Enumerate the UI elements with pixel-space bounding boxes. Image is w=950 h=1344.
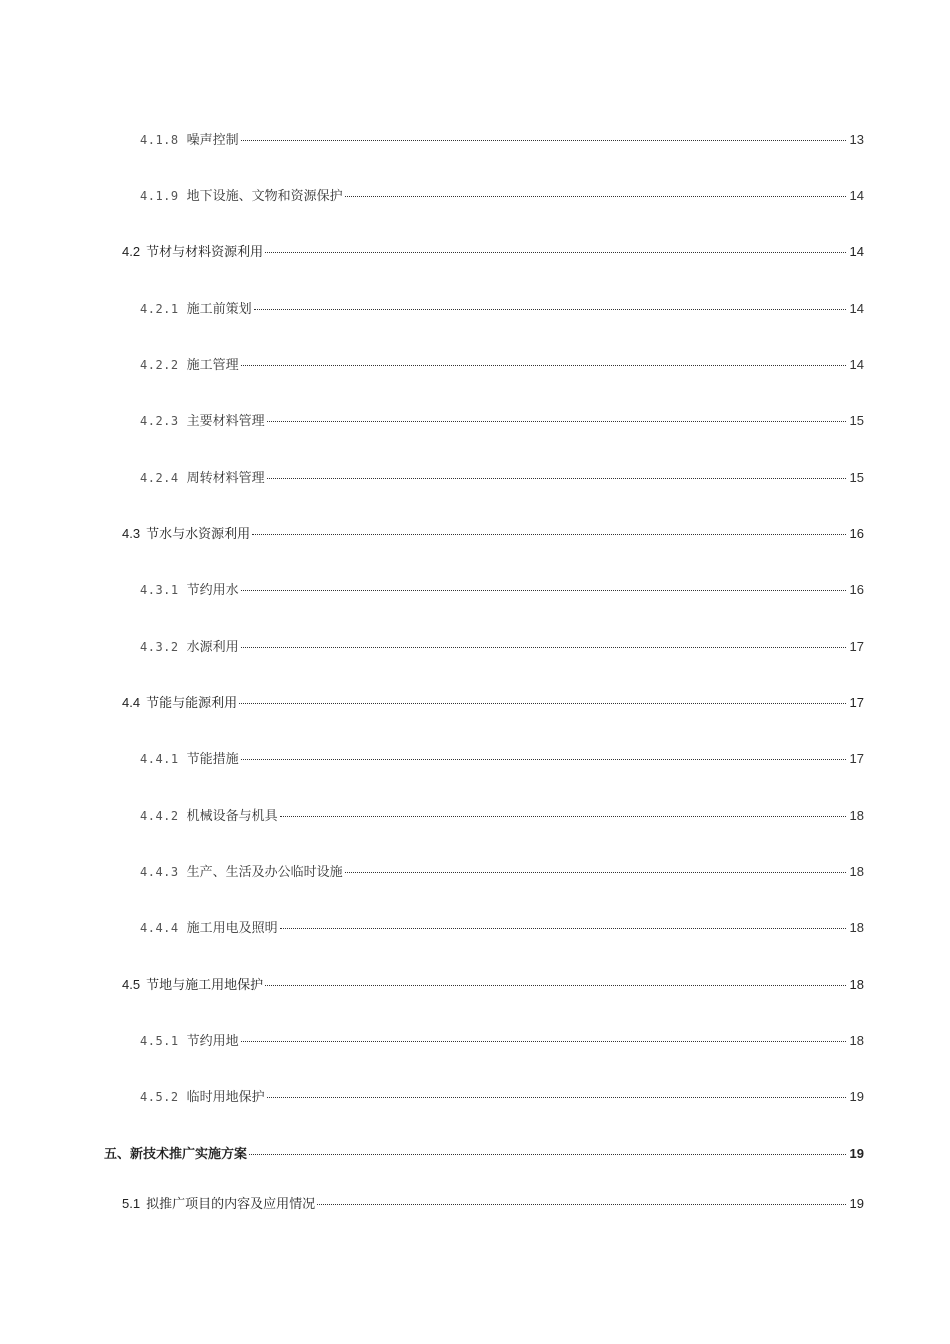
toc-entry-page: 14 <box>849 301 864 316</box>
toc-entry[interactable] <box>122 243 864 262</box>
toc-entry-page: 17 <box>849 695 864 710</box>
dot-leader <box>249 1154 846 1155</box>
toc-entry-number: 4.5.2 <box>140 1090 179 1104</box>
dot-leader <box>241 365 846 366</box>
dot-leader <box>267 421 846 422</box>
toc-entry-page: 15 <box>849 413 864 428</box>
dot-leader <box>280 928 846 929</box>
toc-entry-page: 18 <box>849 920 864 935</box>
dot-leader <box>241 590 846 591</box>
toc-entry[interactable] <box>122 976 864 995</box>
toc-entry-number: 4.4.2 <box>140 809 179 823</box>
toc-entry-page: 18 <box>849 977 864 992</box>
toc-entry-title: 施工前策划 <box>186 302 252 317</box>
toc-entry-page: 14 <box>849 188 864 203</box>
toc-entry-page: 18 <box>849 808 864 823</box>
toc-entry-title: 地下设施、文物和资源保护 <box>186 189 343 204</box>
dot-leader <box>280 816 846 817</box>
toc-entry-page: 14 <box>849 357 864 372</box>
dot-leader <box>265 252 846 253</box>
toc-entry[interactable] <box>140 750 864 769</box>
toc-entry-title: 节约用水 <box>186 583 239 598</box>
toc-entry-title: 水源利用 <box>186 640 239 655</box>
toc-entry[interactable] <box>140 187 864 206</box>
dot-leader <box>345 872 846 873</box>
dot-leader <box>265 985 846 986</box>
toc-entry-page: 16 <box>849 526 864 541</box>
toc-entry-title: 拟推广项目的内容及应用情况 <box>146 1197 316 1212</box>
toc-entry[interactable] <box>122 694 864 713</box>
toc-entry-number: 4.4 <box>122 695 141 710</box>
toc-entry[interactable] <box>122 1195 864 1214</box>
toc-entry-page: 18 <box>849 864 864 879</box>
dot-leader <box>241 647 846 648</box>
toc-entry-number: 4.3 <box>122 526 141 541</box>
toc-entry-number: 4.1.8 <box>140 133 179 147</box>
toc-entry-page: 14 <box>849 244 864 259</box>
toc-entry-number: 5.1 <box>122 1196 141 1211</box>
toc-entry-page: 15 <box>849 470 864 485</box>
toc-entry-title: 机械设备与机具 <box>186 809 278 824</box>
toc-entry-number: 4.2.1 <box>140 302 179 316</box>
toc-entry-title: 节材与材料资源利用 <box>146 245 264 260</box>
toc-entry-number: 4.2.3 <box>140 414 179 428</box>
toc-entry-page: 16 <box>849 582 864 597</box>
toc-entry-page: 13 <box>849 132 864 147</box>
toc-entry-title: 五、新技术推广实施方案 <box>104 1147 248 1162</box>
toc-entry[interactable] <box>140 469 864 488</box>
dot-leader <box>241 1041 846 1042</box>
toc-entry-title: 节水与水资源利用 <box>146 527 251 542</box>
toc-entry-title: 噪声控制 <box>186 133 239 148</box>
toc-entry-number: 4.2.2 <box>140 358 179 372</box>
dot-leader <box>267 1097 846 1098</box>
toc-entry-number: 4.4.3 <box>140 865 179 879</box>
toc-entry-chapter[interactable] <box>104 1145 864 1164</box>
toc-entry-title: 节约用地 <box>186 1034 239 1049</box>
toc-entry-number: 4.2 <box>122 244 141 259</box>
toc-entry-title: 施工用电及照明 <box>186 921 278 936</box>
toc-entry-number: 4.2.4 <box>140 471 179 485</box>
toc-entry-page: 19 <box>849 1196 864 1211</box>
toc-entry-title: 节地与施工用地保护 <box>146 978 264 993</box>
toc-entry[interactable] <box>140 356 864 375</box>
toc-entry-title: 周转材料管理 <box>186 471 265 486</box>
toc-entry-title: 临时用地保护 <box>186 1090 265 1105</box>
toc-entry-number: 4.4.1 <box>140 752 179 766</box>
toc-entry[interactable] <box>140 131 864 150</box>
dot-leader <box>267 478 846 479</box>
toc-entry[interactable] <box>140 300 864 319</box>
toc-entry[interactable] <box>140 581 864 600</box>
toc-entry-number: 4.5.1 <box>140 1034 179 1048</box>
toc-entry-number: 4.1.9 <box>140 189 179 203</box>
dot-leader <box>317 1204 846 1205</box>
toc-entry[interactable] <box>140 863 864 882</box>
dot-leader <box>241 759 846 760</box>
dot-leader <box>241 140 846 141</box>
toc-entry-page: 17 <box>849 639 864 654</box>
toc-entry-title: 主要材料管理 <box>186 414 265 429</box>
toc-entry[interactable] <box>140 412 864 431</box>
toc-entry[interactable] <box>140 807 864 826</box>
dot-leader <box>345 196 846 197</box>
toc-entry-title: 节能措施 <box>186 752 239 767</box>
toc-entry-page: 19 <box>849 1089 864 1104</box>
toc-entry[interactable] <box>140 1032 864 1051</box>
toc-entry-number: 4.4.4 <box>140 921 179 935</box>
toc-entry-page: 18 <box>849 1033 864 1048</box>
dot-leader <box>239 703 846 704</box>
toc-entry-title: 节能与能源利用 <box>146 696 238 711</box>
toc-entry-title: 生产、生活及办公临时设施 <box>186 865 343 880</box>
toc-entry[interactable] <box>140 1088 864 1107</box>
toc-entry-number: 4.3.1 <box>140 583 179 597</box>
toc-entry-page: 17 <box>849 751 864 766</box>
toc-entry[interactable] <box>140 919 864 938</box>
toc-entry-title: 施工管理 <box>186 358 239 373</box>
dot-leader <box>254 309 846 310</box>
toc-entry[interactable] <box>122 525 864 544</box>
toc-entry-page: 19 <box>849 1146 864 1161</box>
toc-entry-number: 4.3.2 <box>140 640 179 654</box>
dot-leader <box>252 534 846 535</box>
toc-entry-number: 4.5 <box>122 977 141 992</box>
toc-entry[interactable] <box>140 638 864 657</box>
